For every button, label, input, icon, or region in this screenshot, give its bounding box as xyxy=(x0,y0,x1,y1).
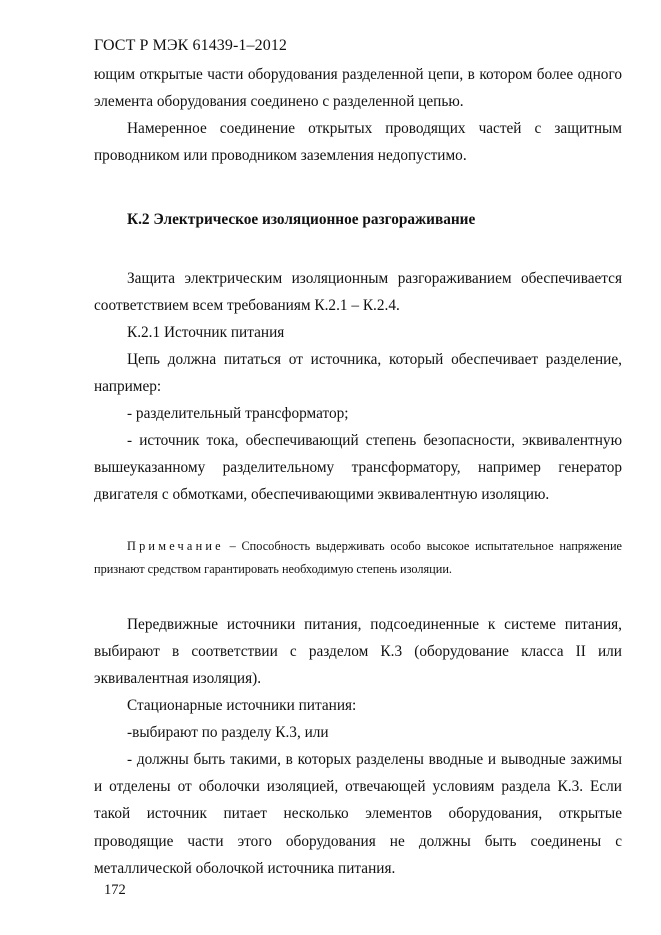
section-heading: К.2 Электрическое изоляционное разгораживание xyxy=(127,211,476,228)
list-item: - источник тока, обеспечивающий степень безопасности, эквивалентную вышеуказанному разделительному трансформатору, например генератор двигателя с обмотками, обеспечивающими эквивалентную изоляцию. xyxy=(94,432,622,504)
page-number: 172 xyxy=(104,882,126,898)
note-label: Примечание xyxy=(127,539,224,553)
subsection-heading: К.2.1 Источник питания xyxy=(127,324,285,341)
note-block xyxy=(94,535,622,581)
paragraph-connection-prohibited: Намеренное соединение открытых проводящих частей с защитным проводником или проводником заземления недопустимо. xyxy=(94,120,622,165)
note-text: – Способность выдерживать особо высокое испытательное напряжение признают средством гарантировать необходимую степень изоляции. xyxy=(94,539,622,576)
paragraph-continuation: ющим открытые части оборудования разделенной цепи, в котором более одного элемента оборудования соединено с разделенной цепью. xyxy=(94,66,622,111)
document-body xyxy=(94,61,622,882)
paragraph-isolation-protection: Защита электрическим изоляционным разгораживанием обеспечивается соответствием всем требованиям К.2.1 – К.2.4. xyxy=(94,270,622,315)
document-header: ГОСТ Р МЭК 61439-1–2012 xyxy=(94,37,288,54)
paragraph-source-requirement: Цепь должна питаться от источника, который обеспечивает разделение, например: xyxy=(94,351,622,396)
paragraph-mobile-sources: Передвижные источники питания, подсоединенные к системе питания, выбирают в соответствии с разделом К.3 (оборудование класса II или эквивалентная изоляция). xyxy=(94,616,622,688)
list-item: - должны быть такими, в которых разделены вводные и выводные зажимы и отделены от оболочки изоляцией, отвечающей условиям раздела К.3. Если такой источник питает несколько элементов оборудования, открытые проводящие части этого оборудования не должны быть соединены с металлической оболочкой источника питания. xyxy=(94,751,622,877)
list-item: - разделительный трансформатор; xyxy=(127,405,349,422)
paragraph-stationary-sources: Стационарные источники питания: xyxy=(127,697,357,714)
list-item: -выбирают по разделу К.3, или xyxy=(127,724,329,741)
